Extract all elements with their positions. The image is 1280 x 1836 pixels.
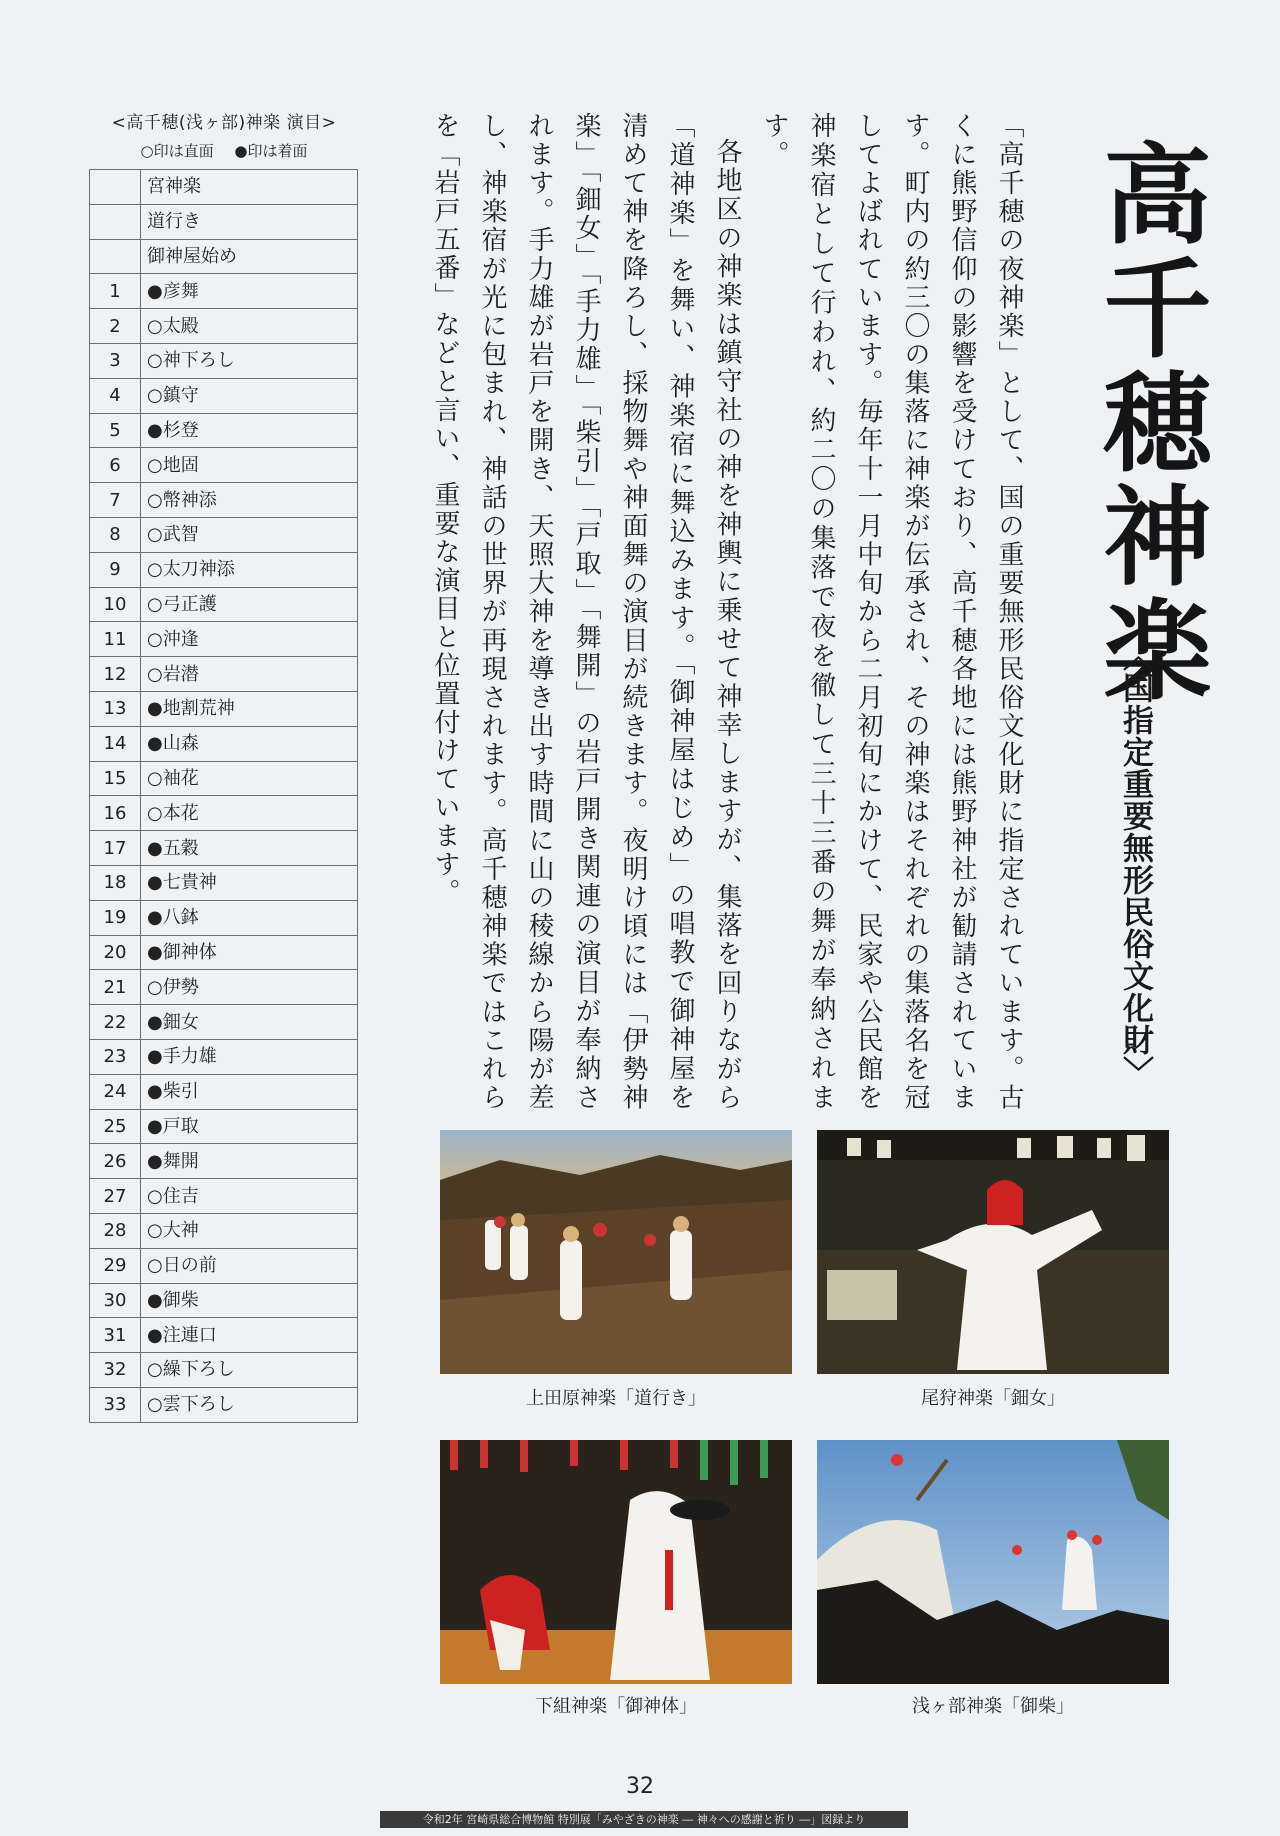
program-title: <高千穂(浅ヶ部)神楽 演目> bbox=[111, 113, 337, 133]
photo-caption-4: 浅ヶ部神楽「御柴」 bbox=[912, 1696, 1074, 1717]
program-row-name: ○雲下ろし bbox=[141, 1387, 358, 1422]
program-row bbox=[90, 1318, 358, 1353]
program-row bbox=[90, 1248, 358, 1283]
photo-caption-1: 上田原神楽「道行き」 bbox=[526, 1388, 706, 1409]
program-row-number: 23 bbox=[90, 1039, 141, 1074]
program-row-number: 6 bbox=[90, 448, 141, 483]
program-row-name: ●舞開 bbox=[141, 1144, 358, 1179]
program-row-name: ○大神 bbox=[141, 1213, 358, 1248]
program-row-number: 13 bbox=[90, 691, 141, 726]
photo-caption-2: 尾狩神楽「鈿女」 bbox=[921, 1388, 1065, 1409]
program-row-name: ●彦舞 bbox=[141, 274, 358, 309]
program-row-number: 3 bbox=[90, 343, 141, 378]
program-row-name: ●御神体 bbox=[141, 935, 358, 970]
program-row-name: ○鎮守 bbox=[141, 378, 358, 413]
program-row-number bbox=[90, 170, 141, 205]
program-row bbox=[90, 1005, 358, 1040]
program-row bbox=[90, 1283, 358, 1318]
legend-face: ○印は直面 bbox=[140, 142, 214, 160]
body-text bbox=[432, 112, 1032, 1112]
page-number: 32 bbox=[626, 1774, 654, 1799]
program-row bbox=[90, 1213, 358, 1248]
program-row bbox=[90, 448, 358, 483]
photo-uedabaru-michiyuki bbox=[440, 1130, 792, 1374]
program-row-number: 26 bbox=[90, 1144, 141, 1179]
program-row-number: 25 bbox=[90, 1109, 141, 1144]
program-row bbox=[90, 900, 358, 935]
program-row-name: ●注連口 bbox=[141, 1318, 358, 1353]
program-row-number: 21 bbox=[90, 970, 141, 1005]
program-row-name: ○伊勢 bbox=[141, 970, 358, 1005]
program-row-number: 9 bbox=[90, 552, 141, 587]
program-row-number: 4 bbox=[90, 378, 141, 413]
program-row-name: ○沖逢 bbox=[141, 622, 358, 657]
program-row-number: 31 bbox=[90, 1318, 141, 1353]
program-row bbox=[90, 761, 358, 796]
program-row-number: 33 bbox=[90, 1387, 141, 1422]
program-row-name: ○太殿 bbox=[141, 309, 358, 344]
program-row-number: 30 bbox=[90, 1283, 141, 1318]
program-row bbox=[90, 1039, 358, 1074]
program-row-name: ●戸取 bbox=[141, 1109, 358, 1144]
photo-asagabe-oshiba bbox=[817, 1440, 1169, 1684]
program-row bbox=[90, 1353, 358, 1388]
program-row-name: 宮神楽 bbox=[141, 170, 358, 205]
main-title: 高千穂神楽 bbox=[1085, 138, 1211, 708]
photo-okari-uzume bbox=[817, 1130, 1169, 1374]
program-row bbox=[90, 1109, 358, 1144]
program-row-name: ●山森 bbox=[141, 726, 358, 761]
program-row bbox=[90, 274, 358, 309]
program-row bbox=[90, 413, 358, 448]
program-row bbox=[90, 796, 358, 831]
program-legend bbox=[88, 140, 360, 161]
program-row-name: ○武智 bbox=[141, 517, 358, 552]
program-row-name: ○弓正護 bbox=[141, 587, 358, 622]
program-row-name: ○地固 bbox=[141, 448, 358, 483]
program-row-number: 8 bbox=[90, 517, 141, 552]
program-row bbox=[90, 587, 358, 622]
program-row-name: ●杉登 bbox=[141, 413, 358, 448]
program-row-number: 29 bbox=[90, 1248, 141, 1283]
program-row bbox=[90, 170, 358, 205]
program-row-number: 17 bbox=[90, 831, 141, 866]
program-row-number: 32 bbox=[90, 1353, 141, 1388]
program-row bbox=[90, 1144, 358, 1179]
program-row-number bbox=[90, 204, 141, 239]
program-row bbox=[90, 1387, 358, 1422]
program-row-name: ●七貴神 bbox=[141, 865, 358, 900]
program-row-number: 2 bbox=[90, 309, 141, 344]
program-row bbox=[90, 204, 358, 239]
program-row-name: ○岩潜 bbox=[141, 657, 358, 692]
program-row-name: ●柴引 bbox=[141, 1074, 358, 1109]
program-row-number bbox=[90, 239, 141, 274]
photo-shimogumi-goshintai bbox=[440, 1440, 792, 1684]
program-row-name: ●御柴 bbox=[141, 1283, 358, 1318]
program-row-number: 1 bbox=[90, 274, 141, 309]
program-row-name: ○本花 bbox=[141, 796, 358, 831]
program-row bbox=[90, 309, 358, 344]
program-row-number: 15 bbox=[90, 761, 141, 796]
program-row-number: 24 bbox=[90, 1074, 141, 1109]
program-row bbox=[90, 935, 358, 970]
program-row bbox=[90, 657, 358, 692]
program-row-number: 22 bbox=[90, 1005, 141, 1040]
program-row-number: 20 bbox=[90, 935, 141, 970]
program-row-name: ●手力雄 bbox=[141, 1039, 358, 1074]
program-row-name: ●五穀 bbox=[141, 831, 358, 866]
legend-mask: ●印は着面 bbox=[234, 142, 308, 160]
program-row-name: ●地割荒神 bbox=[141, 691, 358, 726]
program-row bbox=[90, 239, 358, 274]
program-row bbox=[90, 1179, 358, 1214]
program-row-number: 10 bbox=[90, 587, 141, 622]
program-row-name: ○袖花 bbox=[141, 761, 358, 796]
program-row-name: ○太刀神添 bbox=[141, 552, 358, 587]
program-row-number: 28 bbox=[90, 1213, 141, 1248]
program-row-name: ●鈿女 bbox=[141, 1005, 358, 1040]
program-row bbox=[90, 865, 358, 900]
program-row bbox=[90, 483, 358, 518]
program-row-name: ○幣神添 bbox=[141, 483, 358, 518]
program-row-number: 27 bbox=[90, 1179, 141, 1214]
program-row-number: 16 bbox=[90, 796, 141, 831]
program-table bbox=[89, 169, 358, 1423]
body-paragraph-2: 各地区の神楽は鎮守社の神を神輿に乗せて神幸しますが、集落を回りながら「道神楽」を舞い、神楽宿に舞込みます。「御神屋はじめ」の唱教で御神屋を清めて神を降ろし、採物舞や神面舞の演目が続きます。夜明け頃には「伊勢神楽」「鈿女」「手力雄」「柴引」「戸取」「舞開」の岩戸開き関連の演目が奉納されます。手力雄が岩戸を開き、天照大神を導き出す時間に山の稜線から陽が差し、神楽宿が光に包まれ、神話の世界が再現されます。高千穂神楽ではこれらを「岩戸五番」などと言い、重要な演目と位置付けています。 bbox=[430, 112, 742, 1112]
source-note: 令和2年 宮崎県総合博物館 特別展「みやざきの神楽 ― 神々への感謝と祈り ―」図録より bbox=[380, 1811, 908, 1828]
program-row bbox=[90, 970, 358, 1005]
program-row-name: ○繰下ろし bbox=[141, 1353, 358, 1388]
program-row-number: 18 bbox=[90, 865, 141, 900]
program-row-number: 14 bbox=[90, 726, 141, 761]
program-row-name: ○住吉 bbox=[141, 1179, 358, 1214]
program-row bbox=[90, 691, 358, 726]
program-row bbox=[90, 552, 358, 587]
program-row bbox=[90, 726, 358, 761]
body-paragraph-1: 「高千穂の夜神楽」として、国の重要無形民俗文化財に指定されています。古くに熊野信仰の影響を受けており、高千穂各地には熊野神社が勧請されています。町内の約三〇の集落に神楽が伝承され、その神楽はそれぞれの集落名を冠してよばれています。毎年十一月中旬から二月初旬にかけて、民家や公民館を神楽宿として行われ、約二〇の集落で夜を徹して三十三番の舞が奉納されます。 bbox=[759, 112, 1024, 1112]
program-row-number: 12 bbox=[90, 657, 141, 692]
program-row-name: 御神屋始め bbox=[141, 239, 358, 274]
program-row-number: 5 bbox=[90, 413, 141, 448]
program-row-name: ●八鉢 bbox=[141, 900, 358, 935]
program-row-number: 19 bbox=[90, 900, 141, 935]
program-row-number: 7 bbox=[90, 483, 141, 518]
program-row bbox=[90, 343, 358, 378]
program-row-name: 道行き bbox=[141, 204, 358, 239]
program-row bbox=[90, 622, 358, 657]
photo-caption-3: 下組神楽「御神体」 bbox=[535, 1696, 697, 1717]
program-row bbox=[90, 378, 358, 413]
program-row-name: ○日の前 bbox=[141, 1248, 358, 1283]
program-row bbox=[90, 831, 358, 866]
program-row bbox=[90, 1074, 358, 1109]
program-row bbox=[90, 517, 358, 552]
subtitle: 〈国指定重要無形民俗文化財〉 bbox=[1117, 640, 1153, 1088]
program-row-number: 11 bbox=[90, 622, 141, 657]
program-row-name: ○神下ろし bbox=[141, 343, 358, 378]
